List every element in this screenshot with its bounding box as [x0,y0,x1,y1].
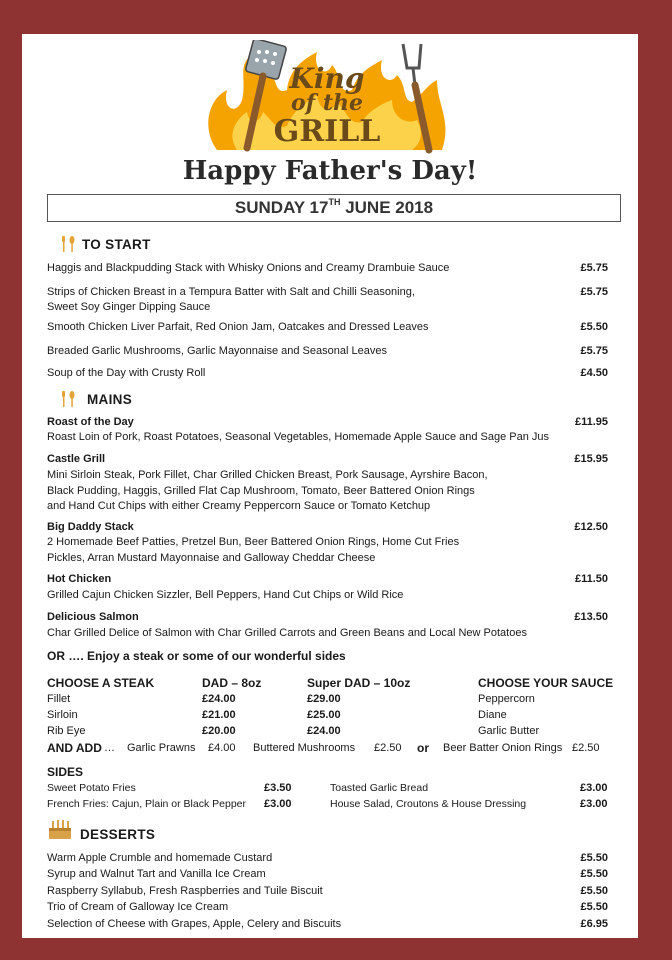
logo-line-1: King [289,62,365,95]
side-item: Toasted Garlic Bread [330,782,429,794]
king-of-the-grill-logo [197,40,457,158]
cake-icon [47,818,73,840]
main-price: £11.95 [574,416,608,428]
starter-price: £5.75 [580,286,608,298]
dessert-item: Raspberry Syllabub, Fresh Raspberries and Tuile Biscuit [47,885,323,897]
cutlery-icon [59,391,79,407]
dessert-item: Selection of Cheese with Grapes, Apple, Celery and Biscuits [47,918,342,930]
main-desc: Black Pudding, Haggis, Grilled Flat Cap Mushroom, Tomato, Beer Battered Onion Rings [47,485,475,497]
steak-col-header: CHOOSE A STEAK [47,676,155,690]
sauce-option: Peppercorn [478,693,535,705]
add-on-item: Garlic Prawns [127,742,196,754]
main-name: Roast of the Day [47,416,134,428]
event-date [47,194,621,222]
super-dad-col-header: Super DAD – 10oz [307,676,411,690]
date-end: JUNE 2018 [340,198,434,217]
date-main: SUNDAY 17 [234,198,329,217]
starter-price: £5.75 [580,345,608,357]
starter-item-line2: Sweet Soy Ginger Dipping Sauce [47,301,211,313]
steak-cut: Fillet [47,693,71,705]
main-name: Castle Grill [47,453,106,465]
dad-price: £24.00 [202,693,236,705]
desserts-heading: DESSERTS [80,827,156,842]
dessert-price: £6.95 [580,918,608,930]
side-item: House Salad, Croutons & House Dressing [330,798,527,810]
side-price: £3.50 [264,782,292,794]
side-price: £3.00 [580,782,608,794]
sauce-col-header: CHOOSE YOUR SAUCE [478,676,614,690]
super-price: £24.00 [307,725,341,737]
sides-heading: SIDES [47,765,84,779]
main-name: Hot Chicken [47,573,112,585]
steak-cut: Sirloin [47,709,78,721]
dad-col-header: DAD – 8oz [202,676,262,690]
add-on-price: £4.00 [208,742,236,754]
starter-price: £5.50 [580,321,608,333]
dad-price: £21.00 [202,709,236,721]
dessert-price: £5.50 [580,868,608,880]
main-desc: Roast Loin of Pork, Roast Potatoes, Seasonal Vegetables, Homemade Apple Sauce and Sage Pan Jus [47,431,550,443]
dessert-item: Warm Apple Crumble and homemade Custard [47,852,273,864]
add-on-item: Buttered Mushrooms [253,742,356,754]
super-price: £25.00 [307,709,341,721]
dessert-price: £5.50 [580,852,608,864]
starter-item: Soup of the Day with Crusty Roll [47,367,206,379]
dessert-item: Trio of Cream of Galloway Ice Cream [47,901,229,913]
super-price: £29.00 [307,693,341,705]
main-desc: Char Grilled Delice of Salmon with Char Grilled Carrots and Green Beans and Local New Potatoes [47,627,527,639]
dad-price: £20.00 [202,725,236,737]
fathers-day-title: Happy Father's Day! [182,156,478,186]
main-name: Delicious Salmon [47,611,139,623]
add-on-item: Beer Batter Onion Rings [443,742,563,754]
main-desc: Mini Sirloin Steak, Pork Fillet, Char Grilled Chicken Breast, Pork Sausage, Ayrshire Bacon, [47,469,488,481]
cutlery-icon [59,236,79,252]
menu-sheet [22,34,638,938]
steak-cut: Rib Eye [47,725,86,737]
logo-line-3: GRILL [273,114,381,149]
main-desc: 2 Homemade Beef Patties, Pretzel Bun, Beer Battered Onion Rings, Home Cut Fries [47,536,460,548]
side-price: £3.00 [264,798,292,810]
steak-intro: OR …. Enjoy a steak or some of our wonderful sides [47,649,346,663]
main-price: £13.50 [574,611,608,623]
starter-price: £4.50 [580,367,608,379]
sauce-option: Garlic Butter [478,725,540,737]
and-add-dots: … [104,742,115,754]
or-label: or [417,741,429,755]
dessert-item: Syrup and Walnut Tart and Vanilla Ice Cream [47,868,266,880]
starter-item: Smooth Chicken Liver Parfait, Red Onion Jam, Oatcakes and Dressed Leaves [47,321,429,333]
sauce-option: Diane [478,709,507,721]
main-price: £15.95 [574,453,608,465]
starter-item: Haggis and Blackpudding Stack with Whisky Onions and Creamy Drambuie Sauce [47,262,450,274]
dessert-price: £5.50 [580,901,608,913]
side-item: Sweet Potato Fries [47,782,136,794]
main-price: £12.50 [574,521,608,533]
date-suffix: TH [328,197,341,207]
logo-line-2: of the [291,90,363,116]
starters-heading: TO START [82,237,151,252]
main-name: Big Daddy Stack [47,521,134,533]
add-on-price: £2.50 [374,742,402,754]
dessert-price: £5.50 [580,885,608,897]
main-desc: Pickles, Arran Mustard Mayonnaise and Galloway Cheddar Cheese [47,552,376,564]
side-price: £3.00 [580,798,608,810]
add-on-price: £2.50 [572,742,600,754]
main-price: £11.50 [574,573,608,585]
main-desc: and Hand Cut Chips with either Creamy Peppercorn Sauce or Tomato Ketchup [47,500,431,512]
side-item: French Fries: Cajun, Plain or Black Pepper [47,798,247,810]
starter-price: £5.75 [580,262,608,274]
main-desc: Grilled Cajun Chicken Sizzler, Bell Peppers, Hand Cut Chips or Wild Rice [47,589,404,601]
starter-item: Breaded Garlic Mushrooms, Garlic Mayonnaise and Seasonal Leaves [47,345,387,357]
and-add-label: AND ADD [47,741,102,755]
mains-heading: MAINS [87,392,132,407]
starter-item: Strips of Chicken Breast in a Tempura Batter with Salt and Chilli Seasoning, [47,286,415,298]
